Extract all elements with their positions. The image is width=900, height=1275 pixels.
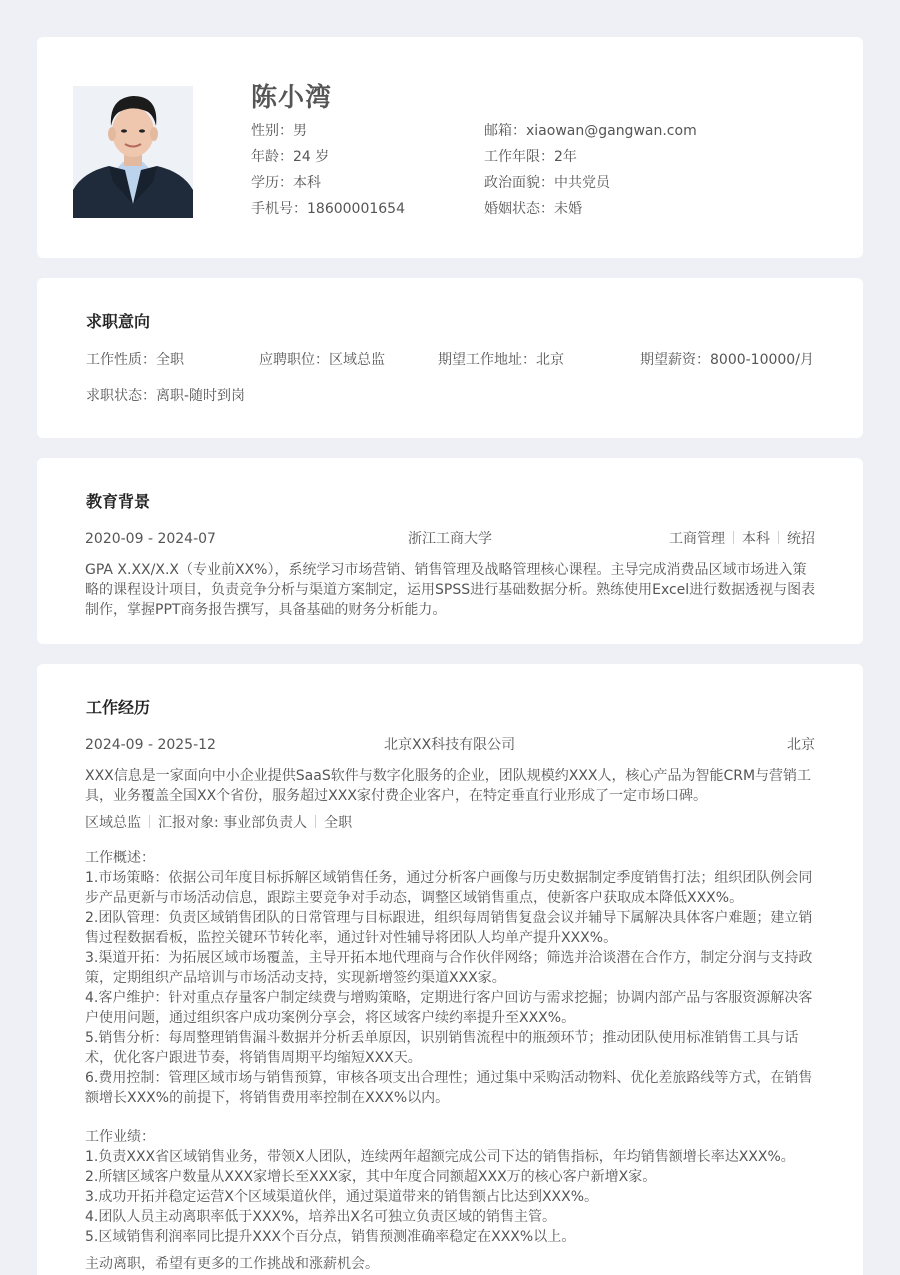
work-achievements <box>85 1127 820 1247</box>
years-row <box>484 147 577 167</box>
achievement-item: 3.成功开拓并稳定运营X个区域渠道伙伴，通过渠道带来的销售额占比达到XXX%。 <box>85 1189 599 1205</box>
work-experience-card <box>37 664 863 1275</box>
intent-status <box>86 386 245 406</box>
intent-status-label: 求职状态： <box>86 388 156 404</box>
education-description: GPA X.XX/X.X（专业前XX%），系统学习市场营销、销售管理及战略管理核心课程。主导完成消费品区域市场进入策略的课程设计项目，负责竞争分析与渠道方案制定，运用SPSS进行基础数据分析。熟练使用Excel进行数据透视与图表制作，掌握PPT商务报告撰写，具备基础的财务分析能力。 <box>85 562 816 618</box>
overview-item: 2.团队管理：负责区域销售团队的日常管理与目标跟进，组织每周销售复盘会议并辅导下属解决具体客户难题；建立销售过程数据看板，监控关键环节转化率，通过针对性辅导将团队人均单产提升XXX%。 <box>85 910 813 946</box>
education-kind: 统招 <box>787 531 815 547</box>
politics-label: 政治面貌： <box>484 175 554 191</box>
avatar-photo <box>73 86 193 218</box>
gender-label: 性别： <box>251 123 293 139</box>
email-value[interactable]: xiaowan@gangwan.com <box>526 123 697 139</box>
section-title-intent: 求职意向 <box>86 312 151 331</box>
avatar-portrait-icon <box>73 86 193 218</box>
intent-salary-label: 期望薪资： <box>640 352 710 368</box>
intent-salary <box>640 350 814 370</box>
intent-position <box>259 350 385 370</box>
overview-item: 3.渠道开拓：为拓展区域市场覆盖，主导开拓本地代理商与合作伙伴网络；筛选并洽谈潜在合作方，制定分润与支持政策，定期组织产品培训与市场活动支持，实现新增签约渠道XXX家。 <box>85 950 813 986</box>
work-city: 北京 <box>787 737 815 753</box>
divider <box>149 815 150 828</box>
achievement-item: 2.所辖区域客户数量从XXX家增长至XXX家，其中年度合同额超XXX万的核心客户新增X家。 <box>85 1169 657 1185</box>
politics-value: 中共党员 <box>554 175 610 191</box>
education-meta <box>669 529 815 549</box>
achievement-item: 1.负责XXX省区域销售业务，带领X人团队，连续两年超额完成公司下达的销售指标，年均销售额增长率达XXX%。 <box>85 1149 795 1165</box>
phone-label: 手机号： <box>251 201 307 217</box>
phone-row <box>251 199 405 219</box>
intent-position-value: 区域总监 <box>329 352 385 368</box>
intent-type-label: 工作性质： <box>86 352 156 368</box>
overview-title: 工作概述： <box>85 850 155 866</box>
section-title-education: 教育背景 <box>86 492 151 511</box>
work-job-type: 全职 <box>324 815 353 831</box>
intent-salary-value: 8000-10000/月 <box>710 352 814 368</box>
marital-value: 未婚 <box>554 201 582 217</box>
years-label: 工作年限： <box>484 149 554 165</box>
education-school: 浙江工商大学 <box>408 531 492 547</box>
education-row <box>251 173 321 193</box>
marital-label: 婚姻状态： <box>484 201 554 217</box>
politics-row <box>484 173 610 193</box>
intent-type-value: 全职 <box>156 352 184 368</box>
education-period: 2020-09 - 2024-07 <box>85 531 216 547</box>
work-overview <box>85 848 820 1108</box>
education-major: 工商管理 <box>669 531 725 547</box>
section-title-work: 工作经历 <box>86 698 151 717</box>
candidate-name: 陈小湾 <box>251 83 333 113</box>
education-value: 本科 <box>293 175 321 191</box>
email-row <box>484 121 697 141</box>
work-role: 区域总监 <box>85 815 141 831</box>
job-intent-card <box>37 278 863 438</box>
work-report-to: 汇报对象: 事业部负责人 <box>158 815 308 831</box>
overview-item: 4.客户维护：针对重点存量客户制定续费与增购策略，定期进行客户回访与需求挖掘；协调内部产品与客服资源解决客户使用问题，通过组织客户成功案例分享会，将区域客户续约率提升至XXX%。 <box>85 990 813 1026</box>
gender-row <box>251 121 307 141</box>
company-description: XXX信息是一家面向中小企业提供SaaS软件与数字化服务的企业，团队规模约XXX人，核心产品为智能CRM与营销工具，业务覆盖全国XX个省份，服务超过XXX家付费企业客户，在特定垂直行业形成了一定市场口碑。 <box>85 768 812 804</box>
achievement-item: 4.团队人员主动离职率低于XXX%，培养出X名可独立负责区域的销售主管。 <box>85 1209 557 1225</box>
work-role-meta <box>85 813 352 833</box>
age-row <box>251 147 329 167</box>
overview-item: 6.费用控制：管理区域市场与销售预算，审核各项支出合理性；通过集中采购活动物料、优化差旅路线等方式，在销售额增长XXX%的前提下，将销售费用率控制在XXX%以内。 <box>85 1070 813 1106</box>
achievements-title: 工作业绩： <box>85 1129 155 1145</box>
intent-location <box>438 350 564 370</box>
years-value: 2年 <box>554 149 577 165</box>
email-label: 邮箱： <box>484 123 526 139</box>
intent-location-label: 期望工作地址： <box>438 352 536 368</box>
intent-position-label: 应聘职位： <box>259 352 329 368</box>
divider <box>315 815 316 828</box>
work-period: 2024-09 - 2025-12 <box>85 737 216 753</box>
achievement-item: 5.区域销售利润率同比提升XXX个百分点，销售预测准确率稳定在XXX%以上。 <box>85 1229 576 1245</box>
age-value: 24 岁 <box>293 149 330 165</box>
intent-type <box>86 350 184 370</box>
intent-location-value: 北京 <box>536 352 564 368</box>
phone-value: 18600001654 <box>307 201 405 217</box>
education-degree: 本科 <box>742 531 770 547</box>
divider <box>733 531 734 544</box>
marital-row <box>484 199 582 219</box>
profile-card <box>37 37 863 258</box>
divider <box>778 531 779 544</box>
intent-status-value: 离职-随时到岗 <box>156 388 246 404</box>
overview-item: 5.销售分析：每周整理销售漏斗数据并分析丢单原因，识别销售流程中的瓶颈环节；推动团队使用标准销售工具与话术，优化客户跟进节奏，将销售周期平均缩短XXX天。 <box>85 1030 799 1066</box>
overview-item: 1.市场策略：依据公司年度目标拆解区域销售任务，通过分析客户画像与历史数据制定季度销售打法；组织团队例会同步产品更新与市场活动信息，跟踪主要竞争对手动态，调整区域销售重点，使新客户获取成本降低XXX%。 <box>85 870 813 906</box>
gender-value: 男 <box>293 123 307 139</box>
education-card <box>37 458 863 644</box>
leave-reason: 主动离职，希望有更多的工作挑战和涨薪机会。 <box>85 1256 379 1272</box>
work-company: 北京XX科技有限公司 <box>384 737 516 753</box>
age-label: 年龄： <box>251 149 293 165</box>
education-label: 学历： <box>251 175 293 191</box>
